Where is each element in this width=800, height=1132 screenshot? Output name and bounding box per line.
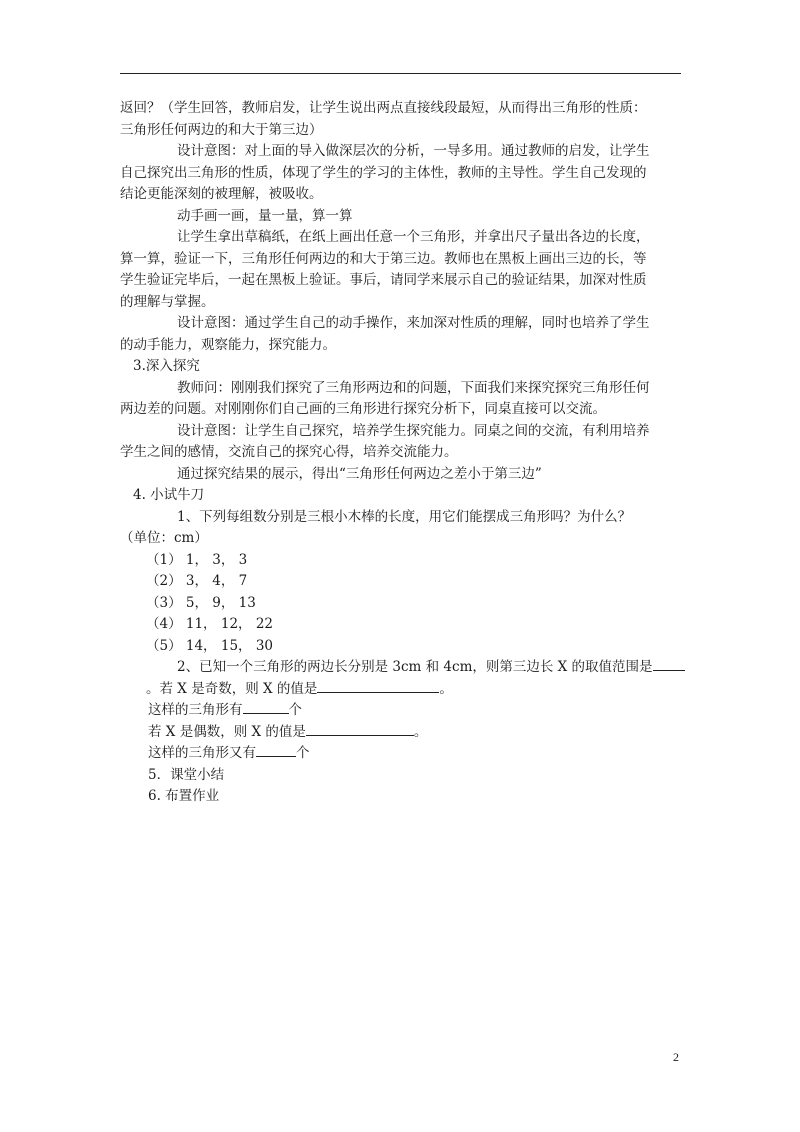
list-item: （2） 3， 4， 7 xyxy=(146,573,248,589)
question-text-part: 若 X 是偶数，则 X 的值是 xyxy=(148,724,306,740)
text-line: 动手画一画，量一量，算一算 xyxy=(177,208,353,224)
question-text-part: 个 xyxy=(288,702,302,718)
text-line: 返回？（学生回答，教师启发，让学生说出两点直接线段最短，从而得出三角形的性质： xyxy=(120,100,647,116)
text-line: 三角形任何两边的和大于第三边） xyxy=(120,122,323,138)
question-text-part: 2、已知一个三角形的两边长分别是 3cm 和 4cm，则第三边长 X 的取值范围是 xyxy=(177,659,653,675)
list-item: （5） 14， 15， 30 xyxy=(146,638,273,654)
text-line: 的理解与掌握。 xyxy=(120,294,215,310)
text-line: 两边差的问题。对刚刚你们自己画的三角形进行探究分析下，同桌直接可以交流。 xyxy=(120,401,606,417)
question-text-part: 。 xyxy=(413,724,428,740)
question-text-part: 。若 X 是奇数，则 X 的值是 xyxy=(146,681,318,697)
header-rule xyxy=(120,73,681,74)
section-heading: 4. 小试牛刀 xyxy=(133,487,205,503)
question-text xyxy=(148,722,427,742)
list-item: （3） 5， 9， 13 xyxy=(146,595,256,611)
text-line: 设计意图：通过学生自己的动手操作，来加深对性质的理解，同时也培养了学生 xyxy=(177,315,650,331)
answer-blank xyxy=(306,722,414,736)
section-heading: 6. 布置作业 xyxy=(148,788,220,804)
text-line: 自己探究出三角形的性质，体现了学生的学习的主体性，教师的主导性。学生自己发现的 xyxy=(120,165,647,181)
question-text xyxy=(148,700,302,720)
question-text xyxy=(146,679,453,699)
text-line: 算一算，验证一下，三角形任何两边的和大于第三边。教师也在黑板上画出三边的长，等 xyxy=(120,251,647,267)
text-line: 教师问：刚刚我们探究了三角形两边和的问题，下面我们来探究探究三角形任何 xyxy=(177,380,650,396)
list-item: （4） 11， 12， 22 xyxy=(146,616,273,632)
section-heading: 5．课堂小结 xyxy=(148,767,225,783)
answer-blank xyxy=(317,679,439,693)
question-text: （单位：cm） xyxy=(120,530,208,546)
question-text-part: 这样的三角形有 xyxy=(148,702,243,718)
question-text xyxy=(148,743,310,763)
question-text-part: 这样的三角形又有 xyxy=(148,745,256,761)
question-text xyxy=(177,657,685,677)
text-line: 设计意图：让学生自己探究，培养学生探究能力。同桌之间的交流，有利用培养 xyxy=(177,423,650,439)
text-line: 学生之间的感情，交流自己的探究心得，培养交流能力。 xyxy=(120,444,458,460)
text-line: 通过探究结果的展示，得出“三角形任何两边之差小于第三边” xyxy=(177,466,542,482)
text-line: 学生验证完毕后，一起在黑板上验证。事后，请同学来展示自己的验证结果，加深对性质 xyxy=(120,272,647,288)
answer-blank xyxy=(256,743,296,757)
list-item: （1） 1， 3， 3 xyxy=(146,552,248,568)
text-line: 设计意图：对上面的导入做深层次的分析，一导多用。通过教师的启发，让学生 xyxy=(177,143,650,159)
section-heading: 3.深入探究 xyxy=(133,358,200,374)
question-text-part: 。 xyxy=(439,681,453,697)
answer-blank xyxy=(653,657,685,671)
question-text-part: 个 xyxy=(296,745,310,761)
text-line: 结论更能深刻的被理解，被吸收。 xyxy=(120,186,323,202)
question-text: 1、下列每组数分别是三根小木棒的长度，用它们能摆成三角形吗？为什么？ xyxy=(177,509,632,525)
page-number: 2 xyxy=(673,1050,679,1064)
text-line: 的动手能力，观察能力，探究能力。 xyxy=(120,337,336,353)
text-line: 让学生拿出草稿纸，在纸上画出任意一个三角形，并拿出尺子量出各边的长度， xyxy=(177,229,650,245)
answer-blank xyxy=(243,700,289,714)
